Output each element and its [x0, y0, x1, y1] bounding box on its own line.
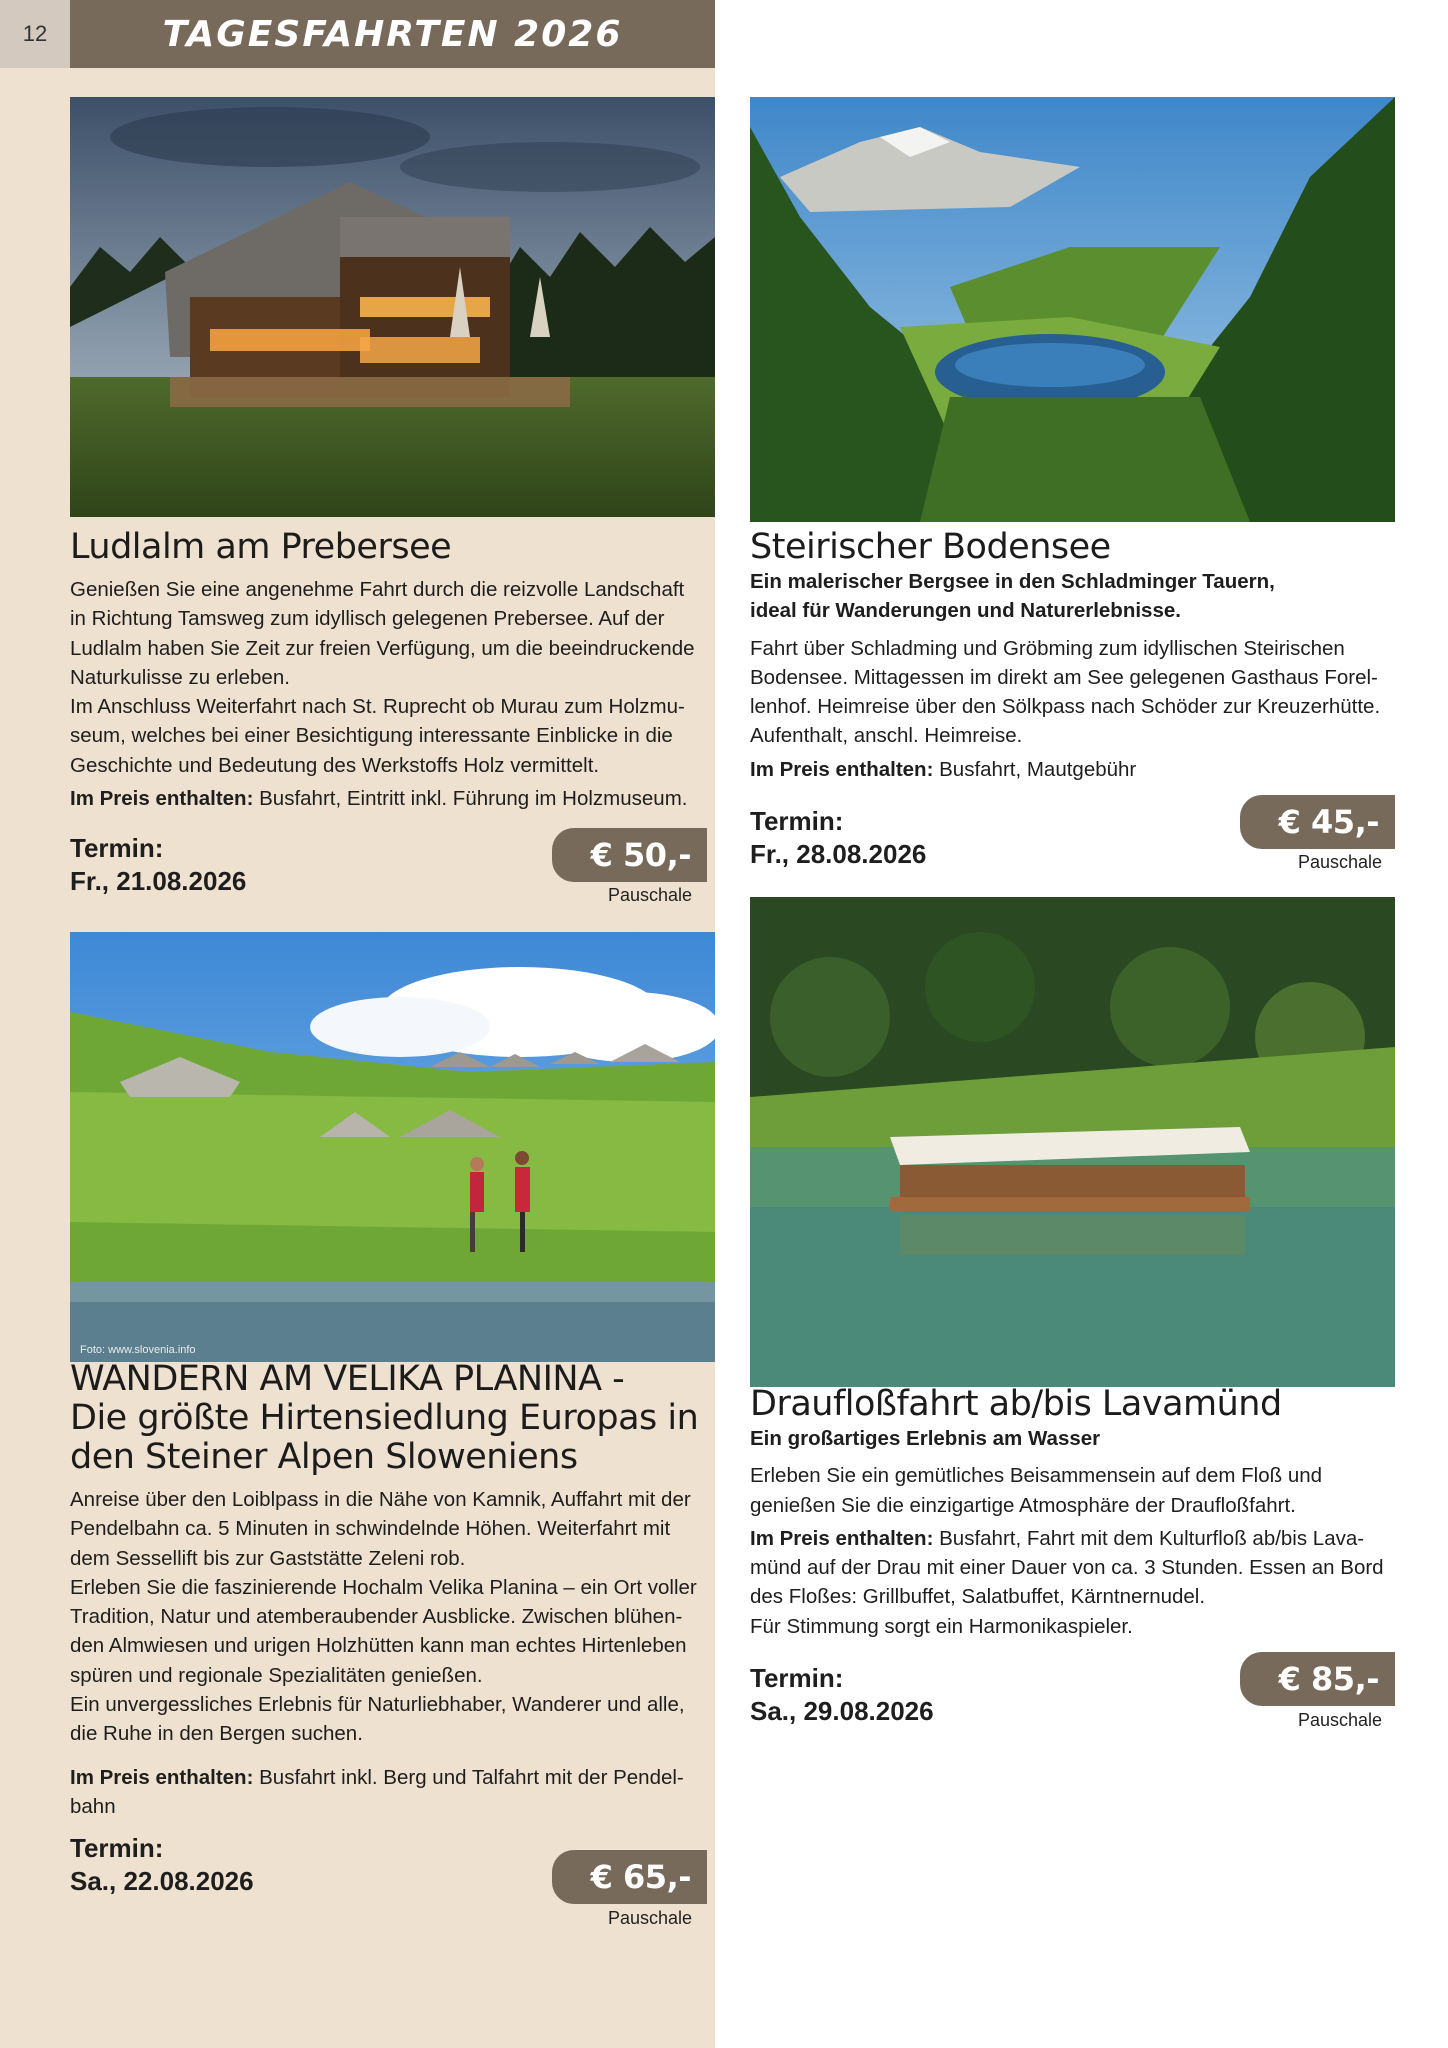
price-tag: € 50,- [552, 828, 707, 882]
velika-planina-photo [70, 932, 715, 1362]
price-note: Pauschale [607, 1908, 692, 1928]
offer-description: Genießen Sie eine angenehme Fahrt durch die reizvolle Landschaft in Richtung Tamsweg zum idyllisch gelegenen Prebersee. Auf der Ludlalm haben Sie Zeit zur freien Verfügung, um die beeindruckende Naturkulisse zu erleben. Im Anschluss Weiterfahrt nach St. Ruprecht ob Murau zum Holzmu- seum, welches bei einer Besichtigung interessante Einblicke in die Geschichte und Bedeutung des Werkstoffs Holz vermittelt. [70, 578, 695, 777]
termin-date: Sa., 22.08.2026 [70, 1866, 254, 1896]
offer-subtitle: Ein malerischer Bergsee in den Schladminger Tauern, ideal für Wanderungen und Naturerlebnisse. [750, 570, 1275, 623]
offer-title: Steirischer Bodensee [750, 527, 1111, 567]
ludlalm-photo [70, 97, 715, 517]
termin-date: Sa., 29.08.2026 [750, 1696, 934, 1726]
included-label: Im Preis enthalten: [70, 1765, 254, 1789]
offer-ludlalm [70, 528, 715, 813]
price-note: Pauschale [1297, 852, 1382, 872]
draufloss-photo [750, 897, 1395, 1387]
included-label: Im Preis enthalten: [70, 787, 254, 811]
page-number [0, 0, 70, 68]
page-number-text: 12 [22, 21, 48, 46]
termin-date: Fr., 28.08.2026 [750, 839, 927, 869]
price-tag: € 65,- [552, 1850, 707, 1904]
termin-label: Termin: [70, 1833, 164, 1863]
offer-included [70, 1763, 715, 1822]
photo-credit: Foto: www.slovenia.info [80, 1344, 196, 1356]
offer-included [750, 755, 1395, 784]
offer-velika-termin [70, 1832, 254, 1898]
offer-description: Anreise über den Loiblpass in die Nähe von Kamnik, Auffahrt mit der Pendelbahn ca. 5 Minuten in schwindelnde Höhen. Weiterfahrt mit dem Sessellift bis zur Gaststätte Zeleni rob. Erleben Sie die faszinierende Hochalm Velika Planina – ein Ort voller Tradition, Natur und atemberaubender Ausblicke. Zwischen blühen- den Almwiesen und urigen Holzhütten kann man echtes Hirtenleben spüren und regionale Spezialitäten genießen. Ein unvergessliches Erlebnis für Naturliebhaber, Wanderer und alle, die Ruhe in den Bergen suchen. [70, 1488, 697, 1746]
offer-description: Erleben Sie ein gemütliches Beisammensein auf dem Floß und genießen Sie die einzigartige Atmosphäre der Draufloßfahrt. [750, 1464, 1323, 1517]
termin-date: Fr., 21.08.2026 [70, 866, 247, 896]
offer-bodensee-termin [750, 805, 926, 871]
bodensee-photo [750, 97, 1395, 522]
price-tag: € 45,- [1240, 795, 1395, 849]
offer-description: Fahrt über Schladming und Gröbming zum idyllischen Steirischen Bodensee. Mittagessen im direkt am See gelegenen Gasthaus Forel- lenhof. Heimreise über den Sölkpass nach Schöder zur Kreuzerhütte. Aufenthalt, anschl. Heimreise. [750, 636, 1381, 748]
offer-subtitle: Ein großartiges Erlebnis am Wasser [750, 1427, 1101, 1450]
termin-label: Termin: [70, 833, 164, 863]
offer-title: Ludlalm am Prebersee [70, 527, 452, 567]
included-text: Busfahrt, Eintritt inkl. Führung im Holzmuseum. [253, 787, 688, 811]
price-note: Pauschale [1297, 1710, 1382, 1730]
offer-velika-planina [70, 1360, 715, 1821]
offer-ludlalm-termin [70, 832, 246, 898]
included-text: Busfahrt inkl. Berg und Talfahrt mit der Pendel- bahn [70, 1765, 684, 1818]
termin-label: Termin: [750, 1663, 844, 1693]
offer-title: Draufloßfahrt ab/bis Lavamünd [750, 1384, 1282, 1424]
offer-bodensee [750, 528, 1395, 784]
section-title: TAGESFAHRTEN 2026 [162, 13, 623, 55]
section-header [70, 0, 715, 68]
offer-included [70, 784, 715, 813]
termin-label: Termin: [750, 806, 844, 836]
offer-draufloss-termin [750, 1662, 934, 1728]
included-text: Busfahrt, Mautgebühr [933, 757, 1137, 781]
included-label: Im Preis enthalten: [750, 1526, 934, 1550]
price-tag: € 85,- [1240, 1652, 1395, 1706]
offer-title: WANDERN AM VELIKA PLANINA - Die größte Hirtensiedlung Europas in den Steiner Alpen Sloweniens [70, 1359, 699, 1477]
offer-included [750, 1524, 1395, 1641]
included-label: Im Preis enthalten: [750, 757, 934, 781]
price-note: Pauschale [607, 885, 692, 905]
included-text: Busfahrt, Fahrt mit dem Kulturfloß ab/bis Lava- münd auf der Drau mit einer Dauer von ca. 3 Stunden. Essen an Bord des Floßes: Grillbuffet, Salatbuffet, Kärntnernudel. Für Stimmung sorgt ein Harmonikaspieler. [750, 1526, 1384, 1638]
offer-draufloss [750, 1385, 1395, 1641]
